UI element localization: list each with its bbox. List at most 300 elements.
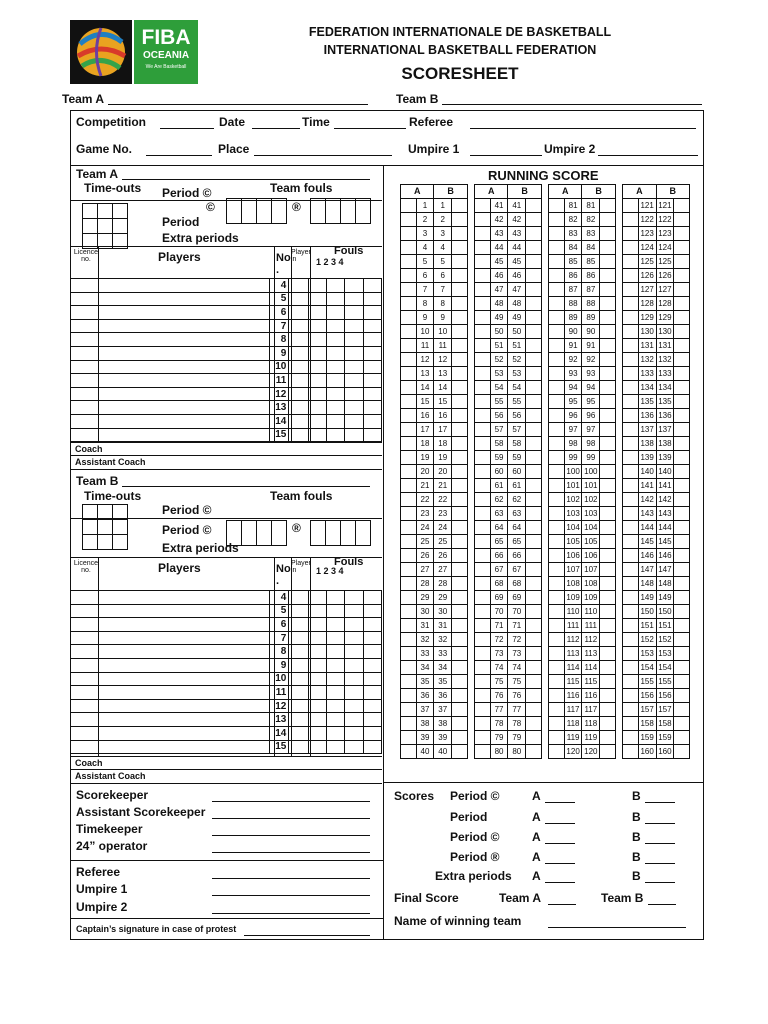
running-score-mark-cell[interactable] <box>674 325 690 339</box>
running-score-mark-cell[interactable] <box>600 717 616 731</box>
team-b-player-cell[interactable] <box>289 645 308 659</box>
team-b-player-cell[interactable] <box>98 645 269 659</box>
team-b-player-cell[interactable] <box>289 713 308 727</box>
running-score-mark-cell[interactable] <box>475 675 491 689</box>
running-score-mark-cell[interactable] <box>452 745 468 759</box>
running-score-mark-cell[interactable] <box>452 269 468 283</box>
team-a-player-cell[interactable] <box>308 319 326 333</box>
running-score-mark-cell[interactable] <box>623 745 639 759</box>
running-score-mark-cell[interactable] <box>549 521 565 535</box>
running-score-mark-cell[interactable] <box>401 689 417 703</box>
running-score-mark-cell[interactable] <box>623 409 639 423</box>
team-b-player-cell[interactable] <box>308 618 326 632</box>
team-b-player-cell[interactable] <box>98 713 269 727</box>
team-b-player-cell[interactable] <box>363 699 381 713</box>
running-score-mark-cell[interactable] <box>549 605 565 619</box>
running-score-mark-cell[interactable] <box>549 409 565 423</box>
running-score-mark-cell[interactable] <box>401 311 417 325</box>
team-b-player-cell[interactable] <box>363 686 381 700</box>
team-b-player-cell[interactable] <box>363 713 381 727</box>
running-score-mark-cell[interactable] <box>600 451 616 465</box>
running-score-mark-cell[interactable] <box>674 731 690 745</box>
team-a-player-cell[interactable] <box>345 279 363 293</box>
running-score-mark-cell[interactable] <box>452 619 468 633</box>
running-score-mark-cell[interactable] <box>401 717 417 731</box>
running-score-mark-cell[interactable] <box>674 213 690 227</box>
running-score-row[interactable] <box>401 605 690 619</box>
team-a-player-table[interactable] <box>70 278 382 442</box>
running-score-mark-cell[interactable] <box>401 227 417 241</box>
team-b-player-cell[interactable] <box>98 631 269 645</box>
running-score-mark-cell[interactable] <box>674 647 690 661</box>
scores-a-field-2[interactable] <box>545 810 575 824</box>
team-b-player-cell[interactable] <box>308 672 326 686</box>
team-b-fouls-box-2[interactable] <box>310 520 371 546</box>
team-a-player-row[interactable] <box>71 292 382 306</box>
running-score-row[interactable] <box>401 535 690 549</box>
running-score-mark-cell[interactable] <box>475 227 491 241</box>
team-b-name-field[interactable] <box>442 92 702 105</box>
running-score-mark-cell[interactable] <box>674 507 690 521</box>
running-score-mark-cell[interactable] <box>452 605 468 619</box>
team-a-player-row[interactable] <box>71 319 382 333</box>
team-a-player-cell[interactable] <box>98 360 269 374</box>
running-score-mark-cell[interactable] <box>600 227 616 241</box>
running-score-mark-cell[interactable] <box>549 199 565 213</box>
running-score-mark-cell[interactable] <box>674 269 690 283</box>
running-score-mark-cell[interactable] <box>526 731 542 745</box>
team-b-player-cell[interactable] <box>345 672 363 686</box>
running-score-mark-cell[interactable] <box>674 437 690 451</box>
running-score-row[interactable] <box>401 367 690 381</box>
team-b-player-cell[interactable] <box>71 658 99 672</box>
running-score-mark-cell[interactable] <box>526 605 542 619</box>
running-score-mark-cell[interactable] <box>475 199 491 213</box>
running-score-mark-cell[interactable] <box>401 493 417 507</box>
running-score-mark-cell[interactable] <box>526 297 542 311</box>
team-a-player-row[interactable] <box>71 360 382 374</box>
running-score-row[interactable] <box>401 563 690 577</box>
running-score-mark-cell[interactable] <box>623 227 639 241</box>
timekeeper-field[interactable] <box>212 822 370 836</box>
running-score-mark-cell[interactable] <box>526 549 542 563</box>
team-b-player-cell[interactable] <box>326 699 344 713</box>
scores-a-field-4[interactable] <box>545 850 575 864</box>
umpire1-sign-field[interactable] <box>212 882 370 896</box>
running-score-mark-cell[interactable] <box>452 311 468 325</box>
running-score-mark-cell[interactable] <box>600 283 616 297</box>
running-score-mark-cell[interactable] <box>452 493 468 507</box>
team-a-player-cell[interactable] <box>326 319 344 333</box>
team-a-player-cell[interactable] <box>71 360 99 374</box>
team-b-player-cell[interactable] <box>345 713 363 727</box>
running-score-mark-cell[interactable] <box>623 689 639 703</box>
running-score-mark-cell[interactable] <box>549 227 565 241</box>
team-a-name-field[interactable] <box>108 92 368 105</box>
running-score-mark-cell[interactable] <box>623 311 639 325</box>
team-a-player-cell[interactable] <box>71 292 99 306</box>
running-score-mark-cell[interactable] <box>549 689 565 703</box>
competition-field[interactable] <box>160 115 214 129</box>
running-score-mark-cell[interactable] <box>674 535 690 549</box>
running-score-mark-cell[interactable] <box>600 731 616 745</box>
running-score-mark-cell[interactable] <box>549 297 565 311</box>
running-score-mark-cell[interactable] <box>600 325 616 339</box>
running-score-mark-cell[interactable] <box>526 521 542 535</box>
running-score-mark-cell[interactable] <box>526 395 542 409</box>
running-score-mark-cell[interactable] <box>526 227 542 241</box>
running-score-mark-cell[interactable] <box>623 717 639 731</box>
running-score-mark-cell[interactable] <box>600 619 616 633</box>
team-b-player-cell[interactable] <box>363 645 381 659</box>
running-score-mark-cell[interactable] <box>452 339 468 353</box>
running-score-mark-cell[interactable] <box>623 563 639 577</box>
running-score-row[interactable] <box>401 703 690 717</box>
team-b-player-cell[interactable] <box>326 726 344 740</box>
team-b-player-cell[interactable] <box>71 713 99 727</box>
running-score-mark-cell[interactable] <box>452 437 468 451</box>
running-score-mark-cell[interactable] <box>674 493 690 507</box>
running-score-mark-cell[interactable] <box>475 241 491 255</box>
running-score-mark-cell[interactable] <box>475 437 491 451</box>
team-a-player-cell[interactable] <box>71 428 99 442</box>
team-b-player-cell[interactable] <box>289 631 308 645</box>
running-score-mark-cell[interactable] <box>600 675 616 689</box>
team-a-player-cell[interactable] <box>289 319 308 333</box>
running-score-mark-cell[interactable] <box>475 479 491 493</box>
running-score-mark-cell[interactable] <box>600 605 616 619</box>
team-a-player-cell[interactable] <box>345 333 363 347</box>
team-a-player-cell[interactable] <box>326 279 344 293</box>
running-score-mark-cell[interactable] <box>674 465 690 479</box>
team-b-player-row[interactable] <box>71 618 382 632</box>
running-score-mark-cell[interactable] <box>623 395 639 409</box>
team-a-player-cell[interactable] <box>326 292 344 306</box>
team-b-player-cell[interactable] <box>363 631 381 645</box>
team-b-player-cell[interactable] <box>289 618 308 632</box>
running-score-mark-cell[interactable] <box>623 661 639 675</box>
team-b-player-cell[interactable] <box>71 699 99 713</box>
running-score-mark-cell[interactable] <box>600 647 616 661</box>
referee-field[interactable] <box>470 115 696 129</box>
running-score-mark-cell[interactable] <box>452 521 468 535</box>
running-score-row[interactable] <box>401 619 690 633</box>
team-b-player-row[interactable] <box>71 686 382 700</box>
running-score-mark-cell[interactable] <box>600 255 616 269</box>
team-a-player-cell[interactable] <box>289 279 308 293</box>
running-score-row[interactable] <box>401 717 690 731</box>
running-score-mark-cell[interactable] <box>623 605 639 619</box>
running-score-mark-cell[interactable] <box>401 535 417 549</box>
team-a-player-row[interactable] <box>71 414 382 428</box>
team-b-player-cell[interactable] <box>71 686 99 700</box>
running-score-mark-cell[interactable] <box>549 283 565 297</box>
team-a-player-cell[interactable] <box>289 306 308 320</box>
running-score-mark-cell[interactable] <box>401 409 417 423</box>
team-a-player-cell[interactable] <box>98 306 269 320</box>
running-score-mark-cell[interactable] <box>401 395 417 409</box>
team-a-player-cell[interactable] <box>345 306 363 320</box>
running-score-mark-cell[interactable] <box>526 381 542 395</box>
running-score-mark-cell[interactable] <box>401 507 417 521</box>
running-score-row[interactable] <box>401 325 690 339</box>
team-a-player-cell[interactable] <box>363 360 381 374</box>
team-b-player-cell[interactable] <box>363 740 381 754</box>
running-score-row[interactable] <box>401 437 690 451</box>
running-score-mark-cell[interactable] <box>526 535 542 549</box>
team-a-player-cell[interactable] <box>326 346 344 360</box>
running-score-mark-cell[interactable] <box>475 269 491 283</box>
running-score-mark-cell[interactable] <box>549 353 565 367</box>
running-score-mark-cell[interactable] <box>623 577 639 591</box>
team-a-player-cell[interactable] <box>98 401 269 415</box>
running-score-mark-cell[interactable] <box>549 451 565 465</box>
running-score-mark-cell[interactable] <box>401 731 417 745</box>
running-score-mark-cell[interactable] <box>549 325 565 339</box>
team-a-player-cell[interactable] <box>363 414 381 428</box>
team-a-player-cell[interactable] <box>326 401 344 415</box>
running-score-mark-cell[interactable] <box>452 283 468 297</box>
team-b-player-cell[interactable] <box>363 618 381 632</box>
running-score-mark-cell[interactable] <box>623 353 639 367</box>
running-score-mark-cell[interactable] <box>526 507 542 521</box>
running-score-mark-cell[interactable] <box>401 675 417 689</box>
team-b-player-cell[interactable] <box>98 658 269 672</box>
running-score-row[interactable] <box>401 241 690 255</box>
team-b-player-cell[interactable] <box>363 604 381 618</box>
running-score-mark-cell[interactable] <box>526 577 542 591</box>
team-a-fouls-box-1[interactable] <box>226 198 287 224</box>
team-a-player-cell[interactable] <box>289 292 308 306</box>
running-score-mark-cell[interactable] <box>600 535 616 549</box>
team-a-coach-lines[interactable] <box>70 442 382 470</box>
team-a-timeout-boxes[interactable] <box>82 203 128 249</box>
team-b-player-cell[interactable] <box>326 686 344 700</box>
running-score-mark-cell[interactable] <box>600 199 616 213</box>
running-score-mark-cell[interactable] <box>623 451 639 465</box>
team-b-player-cell[interactable] <box>345 686 363 700</box>
running-score-mark-cell[interactable] <box>674 619 690 633</box>
running-score-mark-cell[interactable] <box>600 381 616 395</box>
running-score-mark-cell[interactable] <box>674 423 690 437</box>
referee-sign-field[interactable] <box>212 865 370 879</box>
team-a-player-cell[interactable] <box>289 387 308 401</box>
team-b-player-cell[interactable] <box>98 686 269 700</box>
team-b-player-cell[interactable] <box>326 713 344 727</box>
team-a-player-cell[interactable] <box>363 306 381 320</box>
running-score-mark-cell[interactable] <box>526 479 542 493</box>
running-score-mark-cell[interactable] <box>549 591 565 605</box>
running-score-mark-cell[interactable] <box>674 283 690 297</box>
running-score-mark-cell[interactable] <box>475 493 491 507</box>
running-score-mark-cell[interactable] <box>452 465 468 479</box>
running-score-mark-cell[interactable] <box>526 675 542 689</box>
running-score-mark-cell[interactable] <box>526 619 542 633</box>
running-score-mark-cell[interactable] <box>600 703 616 717</box>
running-score-mark-cell[interactable] <box>452 675 468 689</box>
team-a-player-cell[interactable] <box>326 306 344 320</box>
team-a-player-cell[interactable] <box>308 428 326 442</box>
team-a-player-cell[interactable] <box>308 306 326 320</box>
scores-b-field-1[interactable] <box>645 789 675 803</box>
team-b-player-cell[interactable] <box>326 604 344 618</box>
team-b-player-cell[interactable] <box>326 658 344 672</box>
running-score-row[interactable] <box>401 395 690 409</box>
team-b-player-cell[interactable] <box>308 604 326 618</box>
running-score-mark-cell[interactable] <box>623 283 639 297</box>
running-score-mark-cell[interactable] <box>475 283 491 297</box>
running-score-mark-cell[interactable] <box>452 591 468 605</box>
running-score-mark-cell[interactable] <box>600 269 616 283</box>
running-score-mark-cell[interactable] <box>600 493 616 507</box>
running-score-mark-cell[interactable] <box>401 437 417 451</box>
running-score-mark-cell[interactable] <box>401 647 417 661</box>
team-a-player-cell[interactable] <box>308 333 326 347</box>
running-score-mark-cell[interactable] <box>452 661 468 675</box>
running-score-mark-cell[interactable] <box>452 395 468 409</box>
team-b-player-cell[interactable] <box>345 604 363 618</box>
team-b-player-cell[interactable] <box>345 645 363 659</box>
team-b-player-cell[interactable] <box>308 645 326 659</box>
running-score-mark-cell[interactable] <box>452 717 468 731</box>
team-a-player-cell[interactable] <box>345 428 363 442</box>
running-score-mark-cell[interactable] <box>600 465 616 479</box>
running-score-mark-cell[interactable] <box>401 367 417 381</box>
running-score-mark-cell[interactable] <box>475 367 491 381</box>
running-score-mark-cell[interactable] <box>526 367 542 381</box>
running-score-mark-cell[interactable] <box>526 339 542 353</box>
team-b-player-cell[interactable] <box>98 740 269 754</box>
running-score-mark-cell[interactable] <box>452 647 468 661</box>
running-score-mark-cell[interactable] <box>526 703 542 717</box>
team-a-player-cell[interactable] <box>363 279 381 293</box>
running-score-mark-cell[interactable] <box>452 451 468 465</box>
running-score-mark-cell[interactable] <box>475 717 491 731</box>
running-score-mark-cell[interactable] <box>549 563 565 577</box>
team-a-player-cell[interactable] <box>308 374 326 388</box>
scores-b-field-3[interactable] <box>645 830 675 844</box>
running-score-row[interactable] <box>401 549 690 563</box>
team-a-player-cell[interactable] <box>98 414 269 428</box>
team-a-player-cell[interactable] <box>345 401 363 415</box>
team-b-player-cell[interactable] <box>71 618 99 632</box>
running-score-mark-cell[interactable] <box>674 227 690 241</box>
team-a-player-cell[interactable] <box>289 401 308 415</box>
running-score-row[interactable] <box>401 451 690 465</box>
team-a-player-row[interactable] <box>71 387 382 401</box>
team-a-player-row[interactable] <box>71 374 382 388</box>
running-score-row[interactable] <box>401 647 690 661</box>
running-score-mark-cell[interactable] <box>401 591 417 605</box>
running-score-row[interactable] <box>401 339 690 353</box>
running-score-mark-cell[interactable] <box>475 549 491 563</box>
running-score-mark-cell[interactable] <box>452 227 468 241</box>
running-score-row[interactable] <box>401 213 690 227</box>
running-score-mark-cell[interactable] <box>623 255 639 269</box>
team-b-player-row[interactable] <box>71 699 382 713</box>
team-b-player-cell[interactable] <box>308 686 326 700</box>
running-score-mark-cell[interactable] <box>526 409 542 423</box>
running-score-mark-cell[interactable] <box>401 577 417 591</box>
team-b-player-cell[interactable] <box>363 658 381 672</box>
team-a-section-name[interactable] <box>122 167 370 180</box>
running-score-mark-cell[interactable] <box>549 633 565 647</box>
team-a-player-cell[interactable] <box>71 414 99 428</box>
team-b-player-row[interactable] <box>71 631 382 645</box>
running-score-mark-cell[interactable] <box>623 549 639 563</box>
running-score-mark-cell[interactable] <box>549 395 565 409</box>
running-score-mark-cell[interactable] <box>623 241 639 255</box>
running-score-mark-cell[interactable] <box>401 661 417 675</box>
running-score-mark-cell[interactable] <box>600 297 616 311</box>
running-score-mark-cell[interactable] <box>549 745 565 759</box>
running-score-mark-cell[interactable] <box>475 395 491 409</box>
running-score-mark-cell[interactable] <box>452 353 468 367</box>
time-field[interactable] <box>334 115 406 129</box>
running-score-row[interactable] <box>401 423 690 437</box>
team-b-player-cell[interactable] <box>71 645 99 659</box>
running-score-row[interactable] <box>401 269 690 283</box>
running-score-row[interactable] <box>401 255 690 269</box>
running-score-mark-cell[interactable] <box>623 423 639 437</box>
running-score-mark-cell[interactable] <box>452 507 468 521</box>
running-score-mark-cell[interactable] <box>475 297 491 311</box>
team-b-player-cell[interactable] <box>308 631 326 645</box>
team-a-player-cell[interactable] <box>71 346 99 360</box>
scores-a-field-5[interactable] <box>545 869 575 883</box>
running-score-mark-cell[interactable] <box>401 745 417 759</box>
running-score-mark-cell[interactable] <box>452 479 468 493</box>
running-score-mark-cell[interactable] <box>452 381 468 395</box>
running-score-mark-cell[interactable] <box>674 591 690 605</box>
running-score-mark-cell[interactable] <box>549 479 565 493</box>
team-b-coach-lines[interactable] <box>70 756 382 784</box>
running-score-mark-cell[interactable] <box>600 591 616 605</box>
team-b-timeout-boxes[interactable] <box>82 504 128 550</box>
team-b-player-cell[interactable] <box>326 591 344 605</box>
running-score-mark-cell[interactable] <box>452 549 468 563</box>
running-score-mark-cell[interactable] <box>526 633 542 647</box>
running-score-table[interactable] <box>400 184 690 759</box>
running-score-row[interactable] <box>401 521 690 535</box>
running-score-mark-cell[interactable] <box>549 661 565 675</box>
running-score-mark-cell[interactable] <box>475 661 491 675</box>
running-score-mark-cell[interactable] <box>452 423 468 437</box>
team-b-player-row[interactable] <box>71 726 382 740</box>
running-score-mark-cell[interactable] <box>452 199 468 213</box>
running-score-mark-cell[interactable] <box>674 297 690 311</box>
running-score-mark-cell[interactable] <box>674 367 690 381</box>
running-score-mark-cell[interactable] <box>674 409 690 423</box>
running-score-mark-cell[interactable] <box>549 339 565 353</box>
running-score-mark-cell[interactable] <box>549 269 565 283</box>
running-score-mark-cell[interactable] <box>452 367 468 381</box>
scores-b-field-5[interactable] <box>645 869 675 883</box>
running-score-mark-cell[interactable] <box>623 647 639 661</box>
team-a-player-cell[interactable] <box>308 387 326 401</box>
team-a-player-cell[interactable] <box>98 279 269 293</box>
running-score-mark-cell[interactable] <box>526 465 542 479</box>
running-score-mark-cell[interactable] <box>452 213 468 227</box>
running-score-mark-cell[interactable] <box>475 465 491 479</box>
captain-signature-field[interactable] <box>244 924 370 936</box>
running-score-mark-cell[interactable] <box>623 269 639 283</box>
running-score-row[interactable] <box>401 227 690 241</box>
running-score-mark-cell[interactable] <box>401 703 417 717</box>
running-score-mark-cell[interactable] <box>401 339 417 353</box>
running-score-mark-cell[interactable] <box>623 325 639 339</box>
team-b-player-cell[interactable] <box>289 740 308 754</box>
